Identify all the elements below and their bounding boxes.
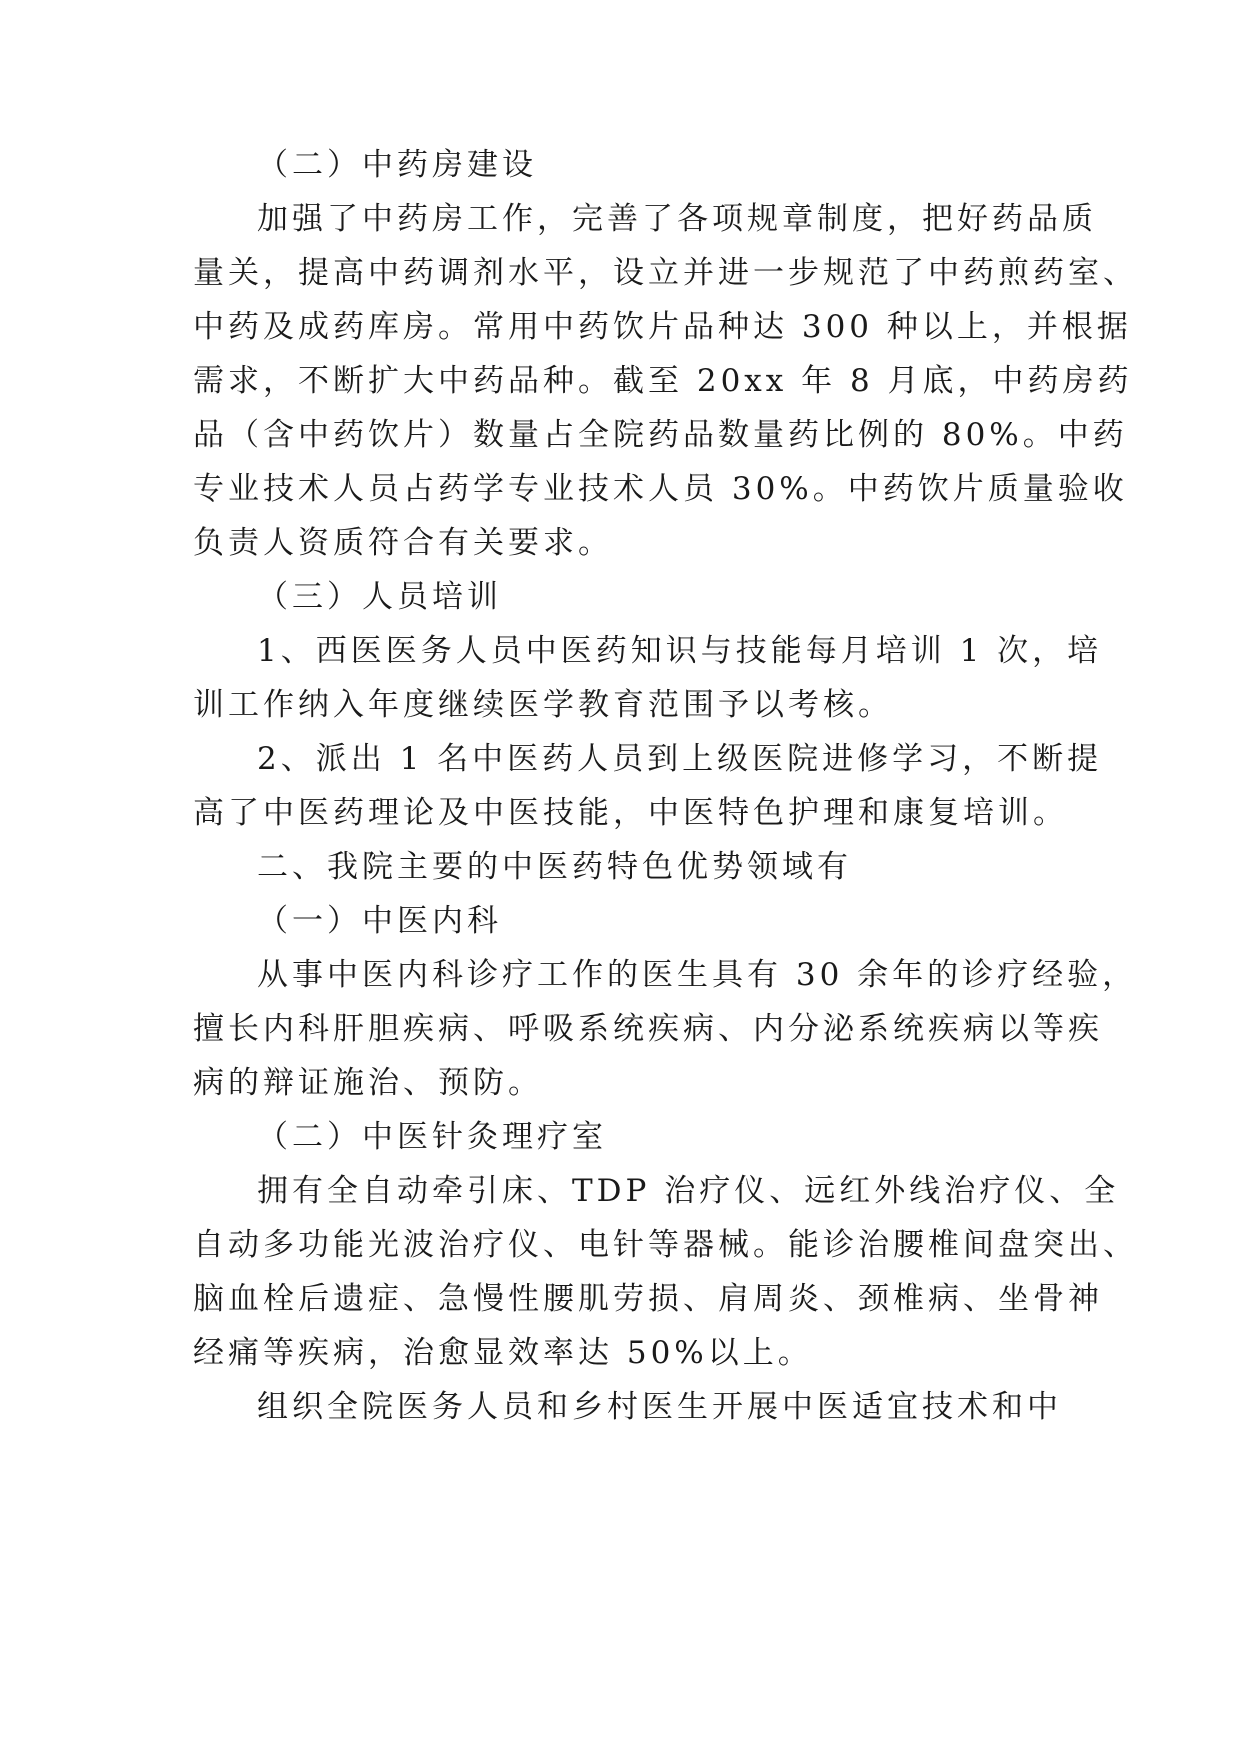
section-heading-advantages: 二、我院主要的中医药特色优势领域有 xyxy=(257,849,852,885)
paragraph-line: 2、派出 1 名中医药人员到上级医院进修学习，不断提 xyxy=(257,741,1103,777)
section-heading-training: （三）人员培训 xyxy=(257,579,502,615)
paragraph-line: 脑血栓后遗症、急慢性腰肌劳损、肩周炎、颈椎病、坐骨神 xyxy=(193,1281,1103,1317)
paragraph-line: 中药及成药库房。常用中药饮片品种达 300 种以上，并根据 xyxy=(193,309,1132,345)
paragraph-line: 拥有全自动牵引床、TDP 治疗仪、远红外线治疗仪、全 xyxy=(257,1173,1120,1209)
section-heading-pharmacy: （二）中药房建设 xyxy=(257,147,537,183)
paragraph-line: 专业技术人员占药学专业技术人员 30%。中药饮片质量验收 xyxy=(193,471,1128,507)
section-heading-internal-medicine: （一）中医内科 xyxy=(257,903,502,939)
paragraph-line: 量关，提高中药调剂水平，设立并进一步规范了中药煎药室、 xyxy=(193,255,1138,291)
paragraph-line: 1、西医医务人员中医药知识与技能每月培训 1 次，培 xyxy=(257,633,1103,669)
paragraph-line: 高了中医药理论及中医技能，中医特色护理和康复培训。 xyxy=(193,795,1068,831)
paragraph-line: 品（含中药饮片）数量占全院药品数量药比例的 80%。中药 xyxy=(193,417,1128,453)
paragraph-line: 擅长内科肝胆疾病、呼吸系统疾病、内分泌系统疾病以等疾 xyxy=(193,1011,1103,1047)
paragraph-line: 从事中医内科诊疗工作的医生具有 30 余年的诊疗经验， xyxy=(257,957,1138,993)
paragraph-line: 加强了中药房工作，完善了各项规章制度，把好药品质 xyxy=(257,201,1097,237)
section-heading-acupuncture: （二）中医针灸理疗室 xyxy=(257,1119,607,1155)
paragraph-line: 自动多功能光波治疗仪、电针等器械。能诊治腰椎间盘突出、 xyxy=(193,1227,1138,1263)
paragraph-line: 负责人资质符合有关要求。 xyxy=(193,525,613,561)
paragraph-line: 训工作纳入年度继续医学教育范围予以考核。 xyxy=(193,687,893,723)
paragraph-line: 经痛等疾病，治愈显效率达 50%以上。 xyxy=(193,1335,813,1371)
paragraph-line: 病的辩证施治、预防。 xyxy=(193,1065,543,1101)
paragraph-line: 需求，不断扩大中药品种。截至 20xx 年 8 月底，中药房药 xyxy=(193,363,1133,399)
paragraph-line: 组织全院医务人员和乡村医生开展中医适宜技术和中 xyxy=(257,1389,1062,1425)
